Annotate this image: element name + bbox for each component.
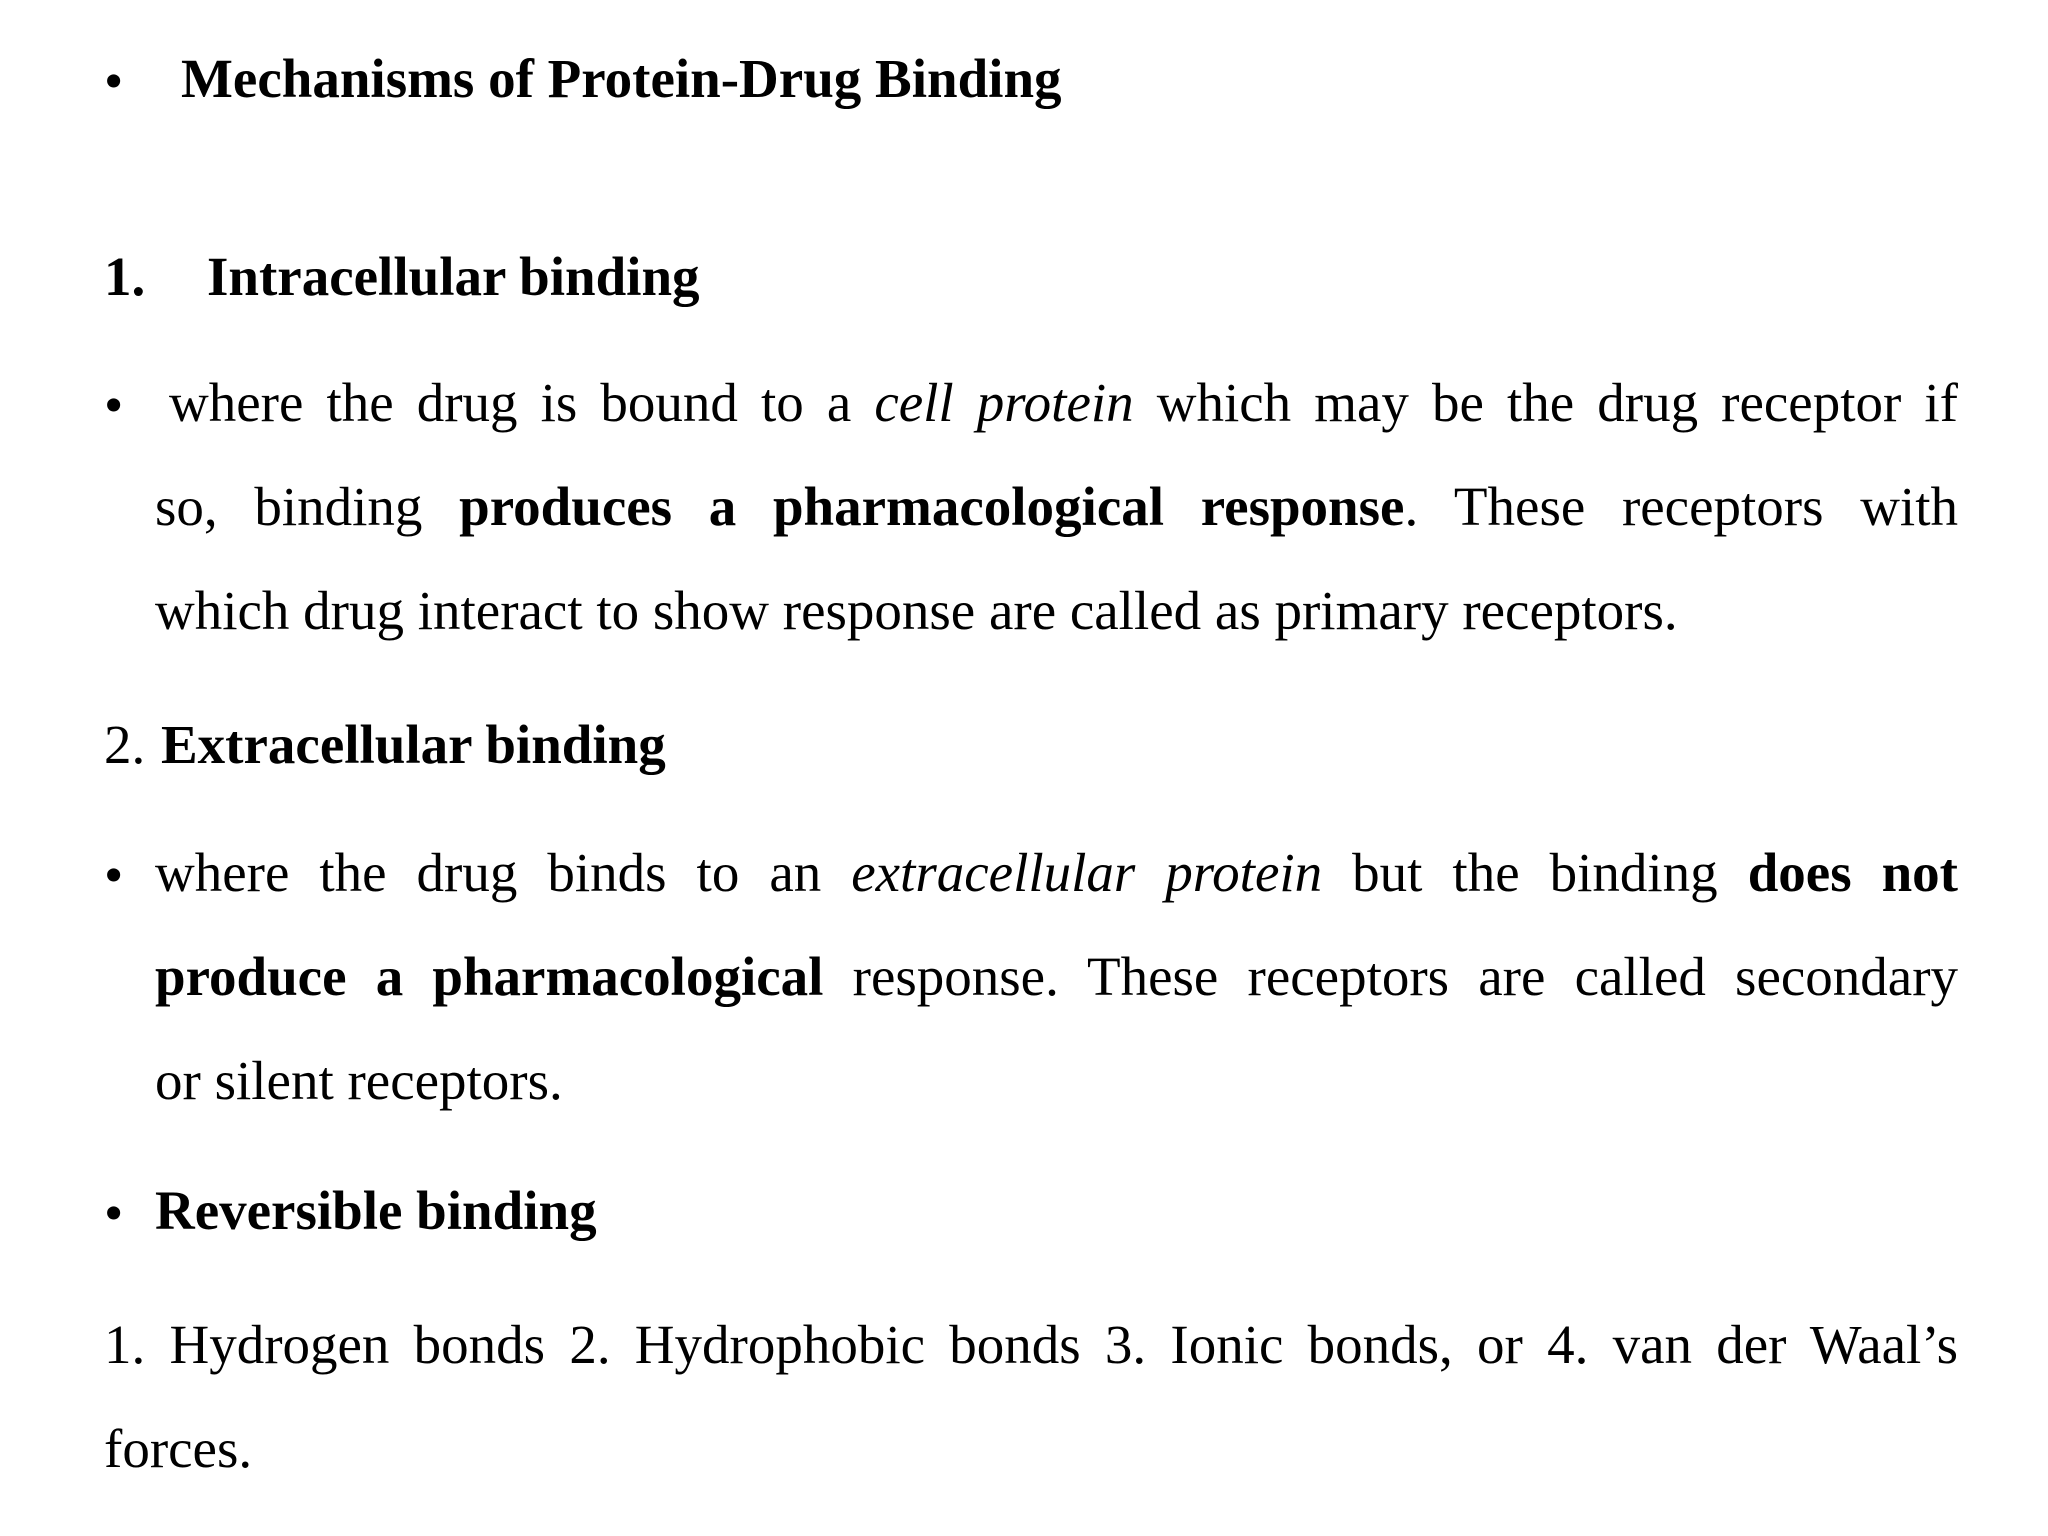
- section1-bullet: •: [104, 374, 124, 435]
- section2-title: Extracellular binding: [161, 714, 666, 775]
- section2-line2-text-b: response. These receptors are called secondary: [823, 946, 1959, 1007]
- section2-line2-bold: produce a pharmacological: [155, 946, 824, 1007]
- section2-line1: [155, 840, 1958, 906]
- section1-title: Intracellular binding: [207, 246, 700, 307]
- section2-line1-italic: extracellular protein: [851, 842, 1323, 903]
- section1-line2-bold: produces a pharmacological response: [459, 476, 1405, 537]
- section2-line2: [155, 944, 1958, 1010]
- section1-line1-text-c: which may be the drug receptor if: [1133, 372, 1958, 433]
- section1-line1-text-a: where the drug is bound to a: [169, 372, 875, 433]
- section1-line2-text-c: . These receptors with: [1404, 476, 1958, 537]
- heading-bullet: •: [104, 50, 124, 111]
- section2-line3: or silent receptors.: [155, 1050, 563, 1111]
- section3-line1: 1. Hydrogen bonds 2. Hydrophobic bonds 3. Ionic bonds, or 4. van der Waal’s: [104, 1314, 1958, 1375]
- section2-line1-bold: does not: [1747, 842, 1958, 903]
- section2-bullet: •: [104, 844, 124, 905]
- section3-title: Reversible binding: [155, 1180, 597, 1241]
- section1-line1: [169, 370, 1958, 436]
- section3-line2: forces.: [104, 1418, 253, 1479]
- section1-line2-text-a: so, binding: [155, 476, 460, 537]
- section3-bullet: •: [104, 1182, 124, 1243]
- section1-number: 1.: [104, 246, 146, 307]
- section1-line1-italic: cell protein: [874, 372, 1134, 433]
- section2-number: 2.: [104, 714, 146, 775]
- section1-line3: which drug interact to show response are called as primary receptors.: [155, 580, 1678, 641]
- section2-line1-text-c: but the binding: [1322, 842, 1748, 903]
- section1-line2: [155, 474, 1958, 540]
- section2-line1-text-a: where the drug binds to an: [155, 842, 852, 903]
- page-title: Mechanisms of Protein-Drug Binding: [181, 48, 1062, 109]
